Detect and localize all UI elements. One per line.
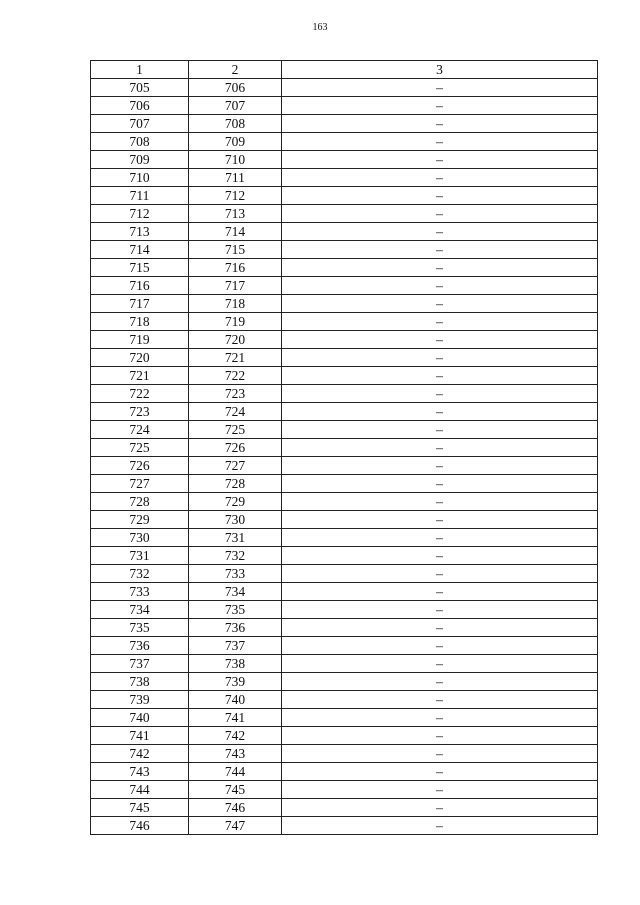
table-cell-col-2: 742 xyxy=(189,727,282,745)
table-cell-col-1: 744 xyxy=(91,781,189,799)
table-cell-col-1: 739 xyxy=(91,691,189,709)
table-cell-col-2: 732 xyxy=(189,547,282,565)
table-cell-col-2: 717 xyxy=(189,277,282,295)
table-cell-col-2: 741 xyxy=(189,709,282,727)
table-cell-col-2: 734 xyxy=(189,583,282,601)
table-cell-col-2: 713 xyxy=(189,205,282,223)
table-cell-col-1: 728 xyxy=(91,493,189,511)
table-cell-col-1: 736 xyxy=(91,637,189,655)
table-row xyxy=(91,151,598,169)
table-cell-col-3: – xyxy=(282,457,598,475)
table-cell-col-1: 725 xyxy=(91,439,189,457)
table-cell-col-3: – xyxy=(282,583,598,601)
table-row xyxy=(91,187,598,205)
table-cell-col-3: – xyxy=(282,349,598,367)
table-cell-col-3: – xyxy=(282,529,598,547)
table-cell-col-1: 722 xyxy=(91,385,189,403)
table-cell-col-1: 719 xyxy=(91,331,189,349)
table-cell-col-2: 724 xyxy=(189,403,282,421)
table-cell-col-2: 719 xyxy=(189,313,282,331)
table-cell-col-3: – xyxy=(282,637,598,655)
table-row xyxy=(91,763,598,781)
table-cell-col-3: – xyxy=(282,205,598,223)
header-row xyxy=(91,61,598,79)
table-cell-col-3: – xyxy=(282,817,598,835)
table-row xyxy=(91,601,598,619)
table-row xyxy=(91,439,598,457)
table-row xyxy=(91,709,598,727)
table-cell-col-3: – xyxy=(282,331,598,349)
table-cell-col-1: 712 xyxy=(91,205,189,223)
table-cell-col-1: 720 xyxy=(91,349,189,367)
table-row xyxy=(91,817,598,835)
table-cell-col-3: – xyxy=(282,277,598,295)
table-cell-col-1: 740 xyxy=(91,709,189,727)
table-cell-col-3: – xyxy=(282,115,598,133)
table-cell-col-2: 723 xyxy=(189,385,282,403)
table-cell-col-3: – xyxy=(282,151,598,169)
table-row xyxy=(91,619,598,637)
table-cell-col-3: – xyxy=(282,745,598,763)
table-cell-col-2: 708 xyxy=(189,115,282,133)
table-cell-col-2: 730 xyxy=(189,511,282,529)
table-cell-col-3: – xyxy=(282,619,598,637)
table-row xyxy=(91,331,598,349)
table-cell-col-3: – xyxy=(282,79,598,97)
table-cell-col-2: 722 xyxy=(189,367,282,385)
table-cell-col-2: 731 xyxy=(189,529,282,547)
table-cell-col-1: 735 xyxy=(91,619,189,637)
table-row xyxy=(91,457,598,475)
table-cell-col-3: – xyxy=(282,439,598,457)
table-row xyxy=(91,205,598,223)
table-cell-col-2: 716 xyxy=(189,259,282,277)
table-cell-col-3: – xyxy=(282,691,598,709)
table-row xyxy=(91,493,598,511)
table-row xyxy=(91,313,598,331)
table-row xyxy=(91,385,598,403)
table-body xyxy=(91,79,598,835)
table-cell-col-1: 731 xyxy=(91,547,189,565)
table-row xyxy=(91,115,598,133)
table-cell-col-3: – xyxy=(282,385,598,403)
table-cell-col-2: 718 xyxy=(189,295,282,313)
table-cell-col-1: 729 xyxy=(91,511,189,529)
table-row xyxy=(91,637,598,655)
table-cell-col-3: – xyxy=(282,673,598,691)
table-cell-col-1: 711 xyxy=(91,187,189,205)
table-cell-col-2: 726 xyxy=(189,439,282,457)
table-row xyxy=(91,403,598,421)
table-cell-col-2: 725 xyxy=(189,421,282,439)
table-row xyxy=(91,295,598,313)
table-cell-col-2: 712 xyxy=(189,187,282,205)
table-cell-col-1: 734 xyxy=(91,601,189,619)
table-cell-col-3: – xyxy=(282,133,598,151)
table-cell-col-2: 721 xyxy=(189,349,282,367)
table-row xyxy=(91,133,598,151)
table-cell-col-1: 709 xyxy=(91,151,189,169)
data-table xyxy=(90,60,598,835)
table-cell-col-1: 716 xyxy=(91,277,189,295)
table-row xyxy=(91,79,598,97)
table-cell-col-3: – xyxy=(282,403,598,421)
table-cell-col-3: – xyxy=(282,313,598,331)
column-header-2: 2 xyxy=(189,61,282,79)
table-cell-col-1: 727 xyxy=(91,475,189,493)
page-number: 163 xyxy=(312,22,328,33)
table-cell-col-3: – xyxy=(282,709,598,727)
table-cell-col-2: 737 xyxy=(189,637,282,655)
table-cell-col-3: – xyxy=(282,781,598,799)
table-row xyxy=(91,565,598,583)
table-row xyxy=(91,97,598,115)
table-cell-col-3: – xyxy=(282,493,598,511)
table-cell-col-3: – xyxy=(282,547,598,565)
table-cell-col-1: 745 xyxy=(91,799,189,817)
table-cell-col-1: 726 xyxy=(91,457,189,475)
table-cell-col-2: 744 xyxy=(189,763,282,781)
table-row xyxy=(91,367,598,385)
table-cell-col-1: 733 xyxy=(91,583,189,601)
table-cell-col-2: 710 xyxy=(189,151,282,169)
column-header-1: 1 xyxy=(91,61,189,79)
table-row xyxy=(91,511,598,529)
table-cell-col-1: 730 xyxy=(91,529,189,547)
table-row xyxy=(91,277,598,295)
table-row xyxy=(91,223,598,241)
table-row xyxy=(91,241,598,259)
table-row xyxy=(91,547,598,565)
table-row xyxy=(91,655,598,673)
table-cell-col-3: – xyxy=(282,475,598,493)
table-cell-col-1: 732 xyxy=(91,565,189,583)
table-cell-col-3: – xyxy=(282,763,598,781)
table-cell-col-1: 723 xyxy=(91,403,189,421)
table-cell-col-2: 728 xyxy=(189,475,282,493)
table-row xyxy=(91,727,598,745)
table-cell-col-2: 709 xyxy=(189,133,282,151)
table-cell-col-1: 743 xyxy=(91,763,189,781)
table-cell-col-2: 707 xyxy=(189,97,282,115)
table-cell-col-2: 738 xyxy=(189,655,282,673)
table-cell-col-3: – xyxy=(282,655,598,673)
table-row xyxy=(91,529,598,547)
table-cell-col-1: 707 xyxy=(91,115,189,133)
table-cell-col-2: 727 xyxy=(189,457,282,475)
table-cell-col-3: – xyxy=(282,799,598,817)
table-cell-col-2: 733 xyxy=(189,565,282,583)
table-cell-col-1: 746 xyxy=(91,817,189,835)
table-cell-col-3: – xyxy=(282,169,598,187)
table-cell-col-2: 715 xyxy=(189,241,282,259)
table-cell-col-2: 740 xyxy=(189,691,282,709)
table-row xyxy=(91,169,598,187)
table-cell-col-2: 736 xyxy=(189,619,282,637)
table-cell-col-1: 718 xyxy=(91,313,189,331)
table-cell-col-1: 714 xyxy=(91,241,189,259)
table-row xyxy=(91,673,598,691)
table-cell-col-2: 714 xyxy=(189,223,282,241)
table-cell-col-3: – xyxy=(282,223,598,241)
table-row xyxy=(91,475,598,493)
table-cell-col-3: – xyxy=(282,241,598,259)
table-cell-col-2: 739 xyxy=(189,673,282,691)
table-cell-col-1: 737 xyxy=(91,655,189,673)
table-row xyxy=(91,583,598,601)
table-cell-col-1: 717 xyxy=(91,295,189,313)
table-cell-col-1: 721 xyxy=(91,367,189,385)
column-header-3: 3 xyxy=(282,61,598,79)
table-cell-col-1: 742 xyxy=(91,745,189,763)
table-cell-col-2: 743 xyxy=(189,745,282,763)
table-cell-col-1: 706 xyxy=(91,97,189,115)
table-cell-col-2: 706 xyxy=(189,79,282,97)
table-row xyxy=(91,349,598,367)
table-cell-col-3: – xyxy=(282,97,598,115)
table-cell-col-3: – xyxy=(282,601,598,619)
table-cell-col-3: – xyxy=(282,511,598,529)
table-cell-col-2: 746 xyxy=(189,799,282,817)
table-row xyxy=(91,745,598,763)
table-cell-col-3: – xyxy=(282,295,598,313)
table-cell-col-3: – xyxy=(282,259,598,277)
table-cell-col-3: – xyxy=(282,565,598,583)
table-row xyxy=(91,421,598,439)
table-cell-col-2: 745 xyxy=(189,781,282,799)
table-cell-col-2: 729 xyxy=(189,493,282,511)
table-cell-col-3: – xyxy=(282,367,598,385)
table-cell-col-2: 711 xyxy=(189,169,282,187)
table-cell-col-1: 713 xyxy=(91,223,189,241)
table-cell-col-3: – xyxy=(282,727,598,745)
table-cell-col-1: 705 xyxy=(91,79,189,97)
table-row xyxy=(91,799,598,817)
table-cell-col-1: 710 xyxy=(91,169,189,187)
table-cell-col-2: 735 xyxy=(189,601,282,619)
table-cell-col-3: – xyxy=(282,187,598,205)
table-cell-col-2: 720 xyxy=(189,331,282,349)
table-row xyxy=(91,691,598,709)
table-row xyxy=(91,781,598,799)
table-cell-col-3: – xyxy=(282,421,598,439)
table-cell-col-1: 708 xyxy=(91,133,189,151)
table-cell-col-1: 738 xyxy=(91,673,189,691)
table-row xyxy=(91,259,598,277)
table-cell-col-1: 715 xyxy=(91,259,189,277)
table-cell-col-1: 741 xyxy=(91,727,189,745)
table-cell-col-2: 747 xyxy=(189,817,282,835)
table-cell-col-1: 724 xyxy=(91,421,189,439)
